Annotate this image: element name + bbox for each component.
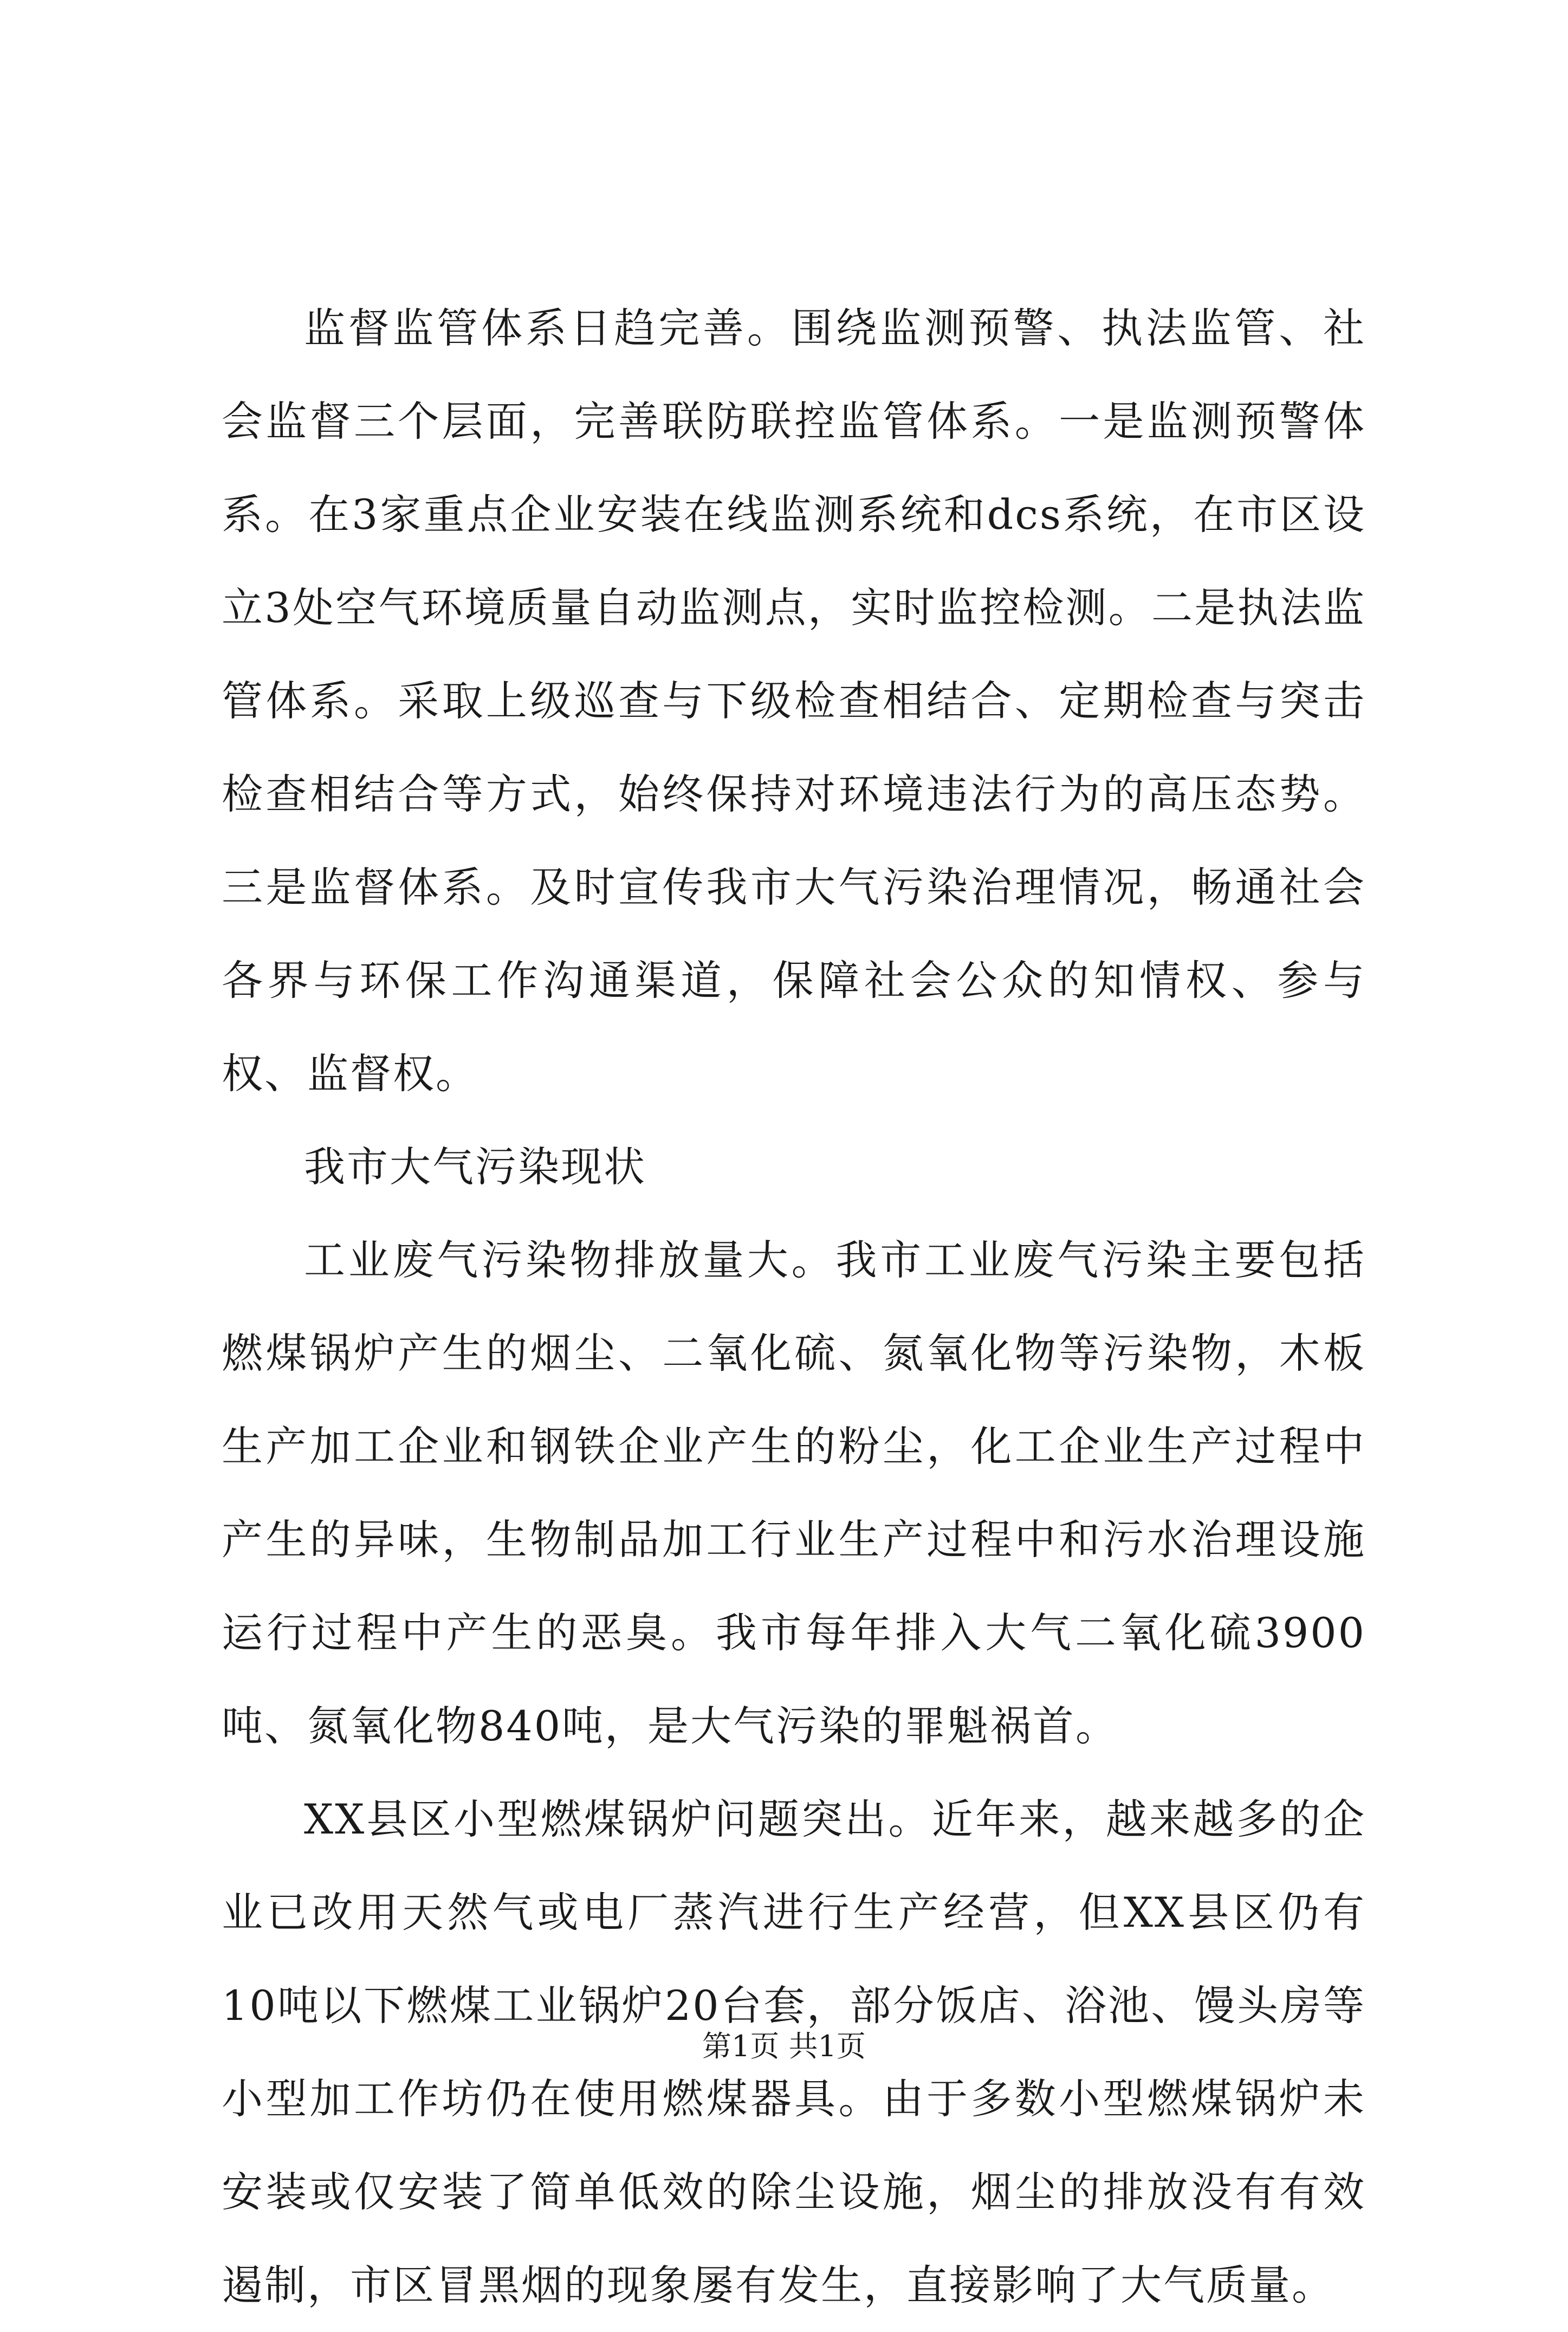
paragraph-small-coal-boilers: XX县区小型燃煤锅炉问题突出。近年来，越来越多的企业已改用天然气或电厂蒸汽进行生产经营，但XX县区仍有10吨以下燃煤工业锅炉20台套，部分饭店、浴池、馒头房等小型加工作坊仍在使用燃煤器具。由于多数小型燃煤锅炉未安装或仅安装了简单低效的除尘设施，烟尘的排放没有有效遏制，市区冒黑烟的现象屡有发生，直接影响了大气质量。 xyxy=(222,1795,1366,2309)
paragraph-supervision-system: 监督监管体系日趋完善。围绕监测预警、执法监管、社会监督三个层面，完善联防联控监管体系。一是监测预警体系。在3家重点企业安装在线监测系统和dcs系统，在市区设立3处空气环境质量自动监测点，实时监控检测。二是执法监管体系。采取上级巡查与下级检查相结合、定期检查与突击检查相结合等方式，始终保持对环境违法行为的高压态势。三是监督体系。及时宣传我市大气污染治理情况，畅通社会各界与环保工作沟通渠道，保障社会公众的知情权、参与权、监督权。 xyxy=(222,304,1366,1098)
paragraph-industrial-emissions: 工业废气污染物排放量大。我市工业废气污染主要包括燃煤锅炉产生的烟尘、二氧化硫、氮氧化物等污染物，木板生产加工企业和钢铁企业产生的粉尘，化工企业生产过程中产生的异味，生物制品加工行业生产过程中和污水治理设施运行过程中产生的恶臭。我市每年排入大气二氧化硫3900吨、氮氧化物840吨，是大气污染的罪魁祸首。 xyxy=(222,1236,1366,1750)
section-heading-air-pollution-status: 我市大气污染现状 xyxy=(304,1143,646,1191)
document-body xyxy=(222,282,1366,2332)
page-number-footer: 第1页 共1页 xyxy=(702,2029,866,2063)
